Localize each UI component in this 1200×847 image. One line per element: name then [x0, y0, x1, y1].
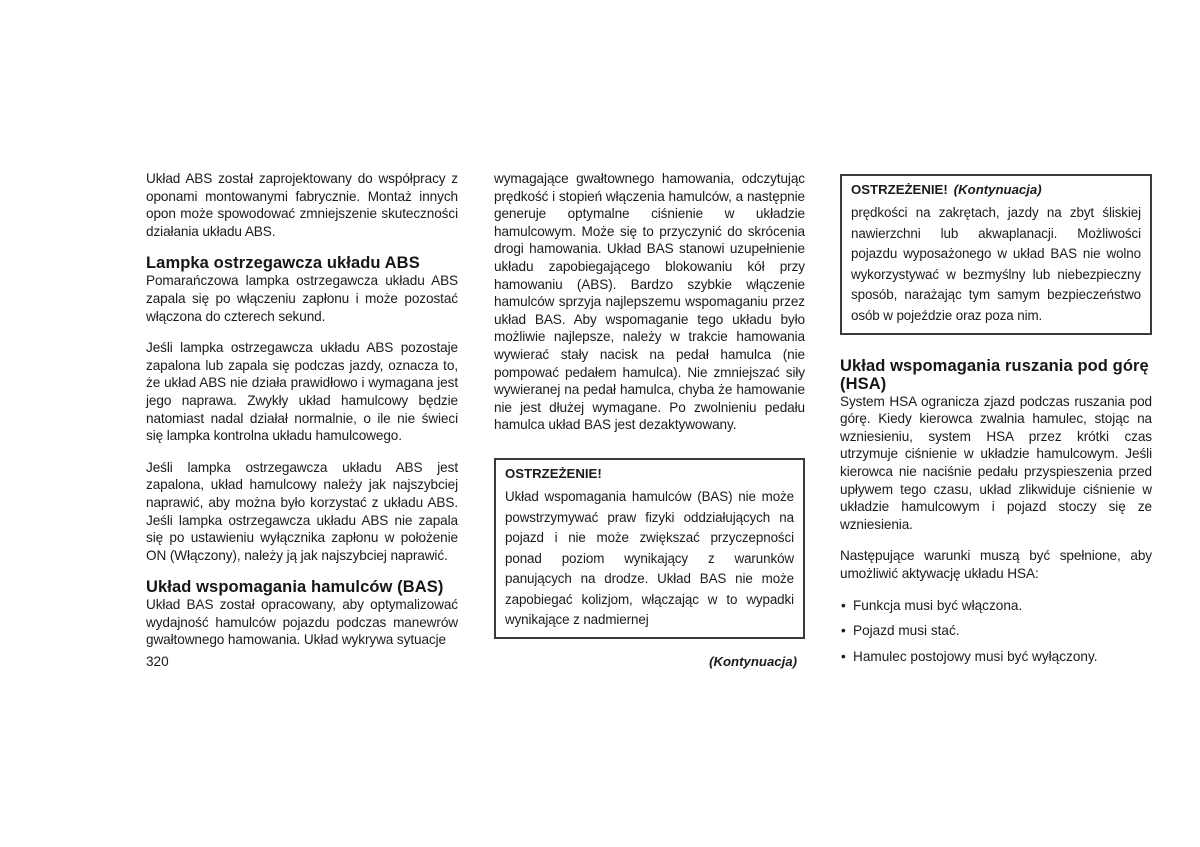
warning-title: OSTRZEŻENIE!	[505, 465, 602, 481]
warning-continued-label: (Kontynuacja)	[953, 182, 1042, 197]
warning-box-bas	[494, 458, 805, 639]
paragraph-abs-lamp-on: Jeśli lampka ostrzegawcza układu ABS pozostaje zapalona lub zapala się podczas jazdy, oznacza to, że układ ABS nie działa prawidłowo i wymagana jest jego naprawa. Zwykły układ hamulcowy będzie natomiast nadal działał normalnie, o ile nie świeci się lampka kontrolna układu hamulcowego.	[146, 340, 458, 444]
heading-bas: Układ wspomagania hamulców (BAS)	[146, 578, 444, 597]
column-middle	[494, 170, 805, 671]
paragraph-hsa-intro: System HSA ogranicza zjazd podczas ruszania pod górę. Kiedy kierowca zwalnia hamulec, stojąc na wzniesieniu, system HSA przez krótki czas utrzymuje ciśnienie w układzie hamulcowym. Jeśli kierowca nie naciśnie pedału przyspieszenia przed upływem tego czasu, układ zlikwiduje ciśnienie w układzie hamulcowym i pojazd stoczy się ze wzniesienia.	[840, 393, 1152, 532]
page-number: 320	[146, 654, 169, 669]
paragraph-abs-lamp-intro: Pomarańczowa lampka ostrzegawcza układu ABS zapala się po włączeniu zapłonu i może pozostać włączona do czterech sekund.	[146, 273, 458, 324]
paragraph-abs-tires: Układ ABS został zaprojektowany do współpracy z oponami montowanymi fabrycznie. Montaż innych opon może spowodować zmniejszenie skuteczności działania układu ABS.	[146, 171, 458, 239]
column-right	[840, 174, 1152, 673]
column-left	[146, 170, 458, 663]
paragraph-abs-lamp-repair: Jeśli lampka ostrzegawcza układu ABS jest zapalona, układ hamulcowy należy jak najszybciej naprawić, aby można było korzystać z układu ABS. Jeśli lampka ostrzegawcza układu ABS nie zapala się po ustawieniu wyłącznika zapłonu w położenie ON (Włączony), należy ją jak najszybciej naprawić.	[146, 459, 458, 563]
list-item: • Funkcja musi być włączona.	[840, 597, 1152, 615]
continued-note: (Kontynuacja)	[709, 654, 797, 670]
heading-abs-warning-lamp: Lampka ostrzegawcza układu ABS	[146, 254, 420, 273]
paragraph-hsa-conditions: Następujące warunki muszą być spełnione, aby umożliwić aktywację układu HSA:	[840, 548, 1152, 581]
paragraph-bas-intro: Układ BAS został opracowany, aby optymalizować wydajność hamulców pojazdu podczas manewrów gwałtownego hamowania. Układ wykrywa sytuacje	[146, 597, 458, 648]
warning-text: Układ wspomagania hamulców (BAS) nie może powstrzymywać praw fizyki oddziałujących na pojazd i nie może zwiększać przyczepności ponad poziom wynikający z warunków panujących na drodze. Układ BAS nie może zapobiegać kolizjom, włączając w to wypadki wynikające z nadmiernej	[505, 488, 794, 628]
warning-text-continued: prędkości na zakrętach, jazdy na zbyt śliskiej nawierzchni lub akwaplanacji. Możliwości pojazdu wyposażonego w układ BAS nie wolno wykorzystywać w bezmyślny lub niebezpieczny sposób, narażając tym samym bezpieczeństwo osób w pojeździe oraz poza nim.	[851, 205, 1141, 323]
warning-title-continued	[851, 181, 1141, 199]
paragraph-bas-continued: wymagające gwałtownego hamowania, odczytując prędkość i stopień włączenia hamulców, a następnie generuje optymalne ciśnienie w układzie hamulcowym. Może się to przyczynić do skrócenia drogi hamowania. Układ BAS stanowi uzupełnienie układu zapobiegającego blokowaniu kół przy hamowaniu (ABS). Bardzo szybkie włączenie hamulców sprzyja najlepszemu wspomaganiu przez układ BAS. Aby wspomaganie tego układu było możliwie najlepsze, należy w trakcie hamowania wywierać stały nacisk na pedał hamulca (nie pompować pedałem hamulca). Nie zmniejszać siły wywieranej na pedał hamulca, chyba że hamowanie nie jest dłużej wymagane. Po zwolnieniu pedału hamulca układ BAS jest dezaktywowany.	[494, 171, 805, 433]
list-item: • Pojazd musi stać.	[840, 622, 1152, 640]
hsa-conditions-list	[840, 597, 1152, 666]
warning-title-label: OSTRZEŻENIE!	[851, 182, 948, 197]
list-item: • Hamulec postojowy musi być wyłączony.	[840, 648, 1152, 666]
heading-hsa: Układ wspomagania ruszania pod górę (HSA)	[840, 356, 1149, 393]
warning-box-continued	[840, 174, 1152, 335]
